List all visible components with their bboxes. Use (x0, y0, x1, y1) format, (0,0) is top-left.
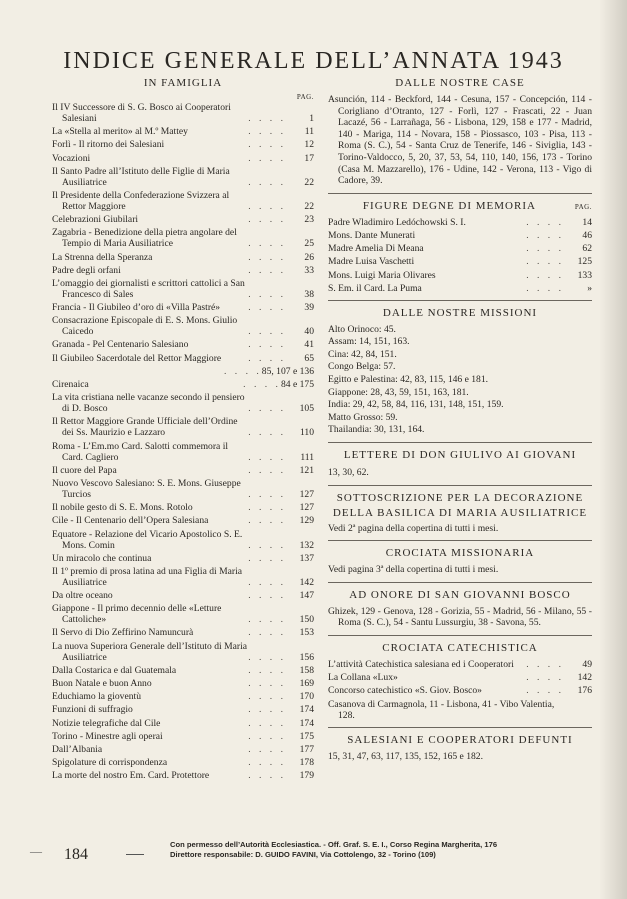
index-entry (52, 603, 314, 625)
section-heading-crociata-missionaria: CROCIATA MISSIONARIA (385, 547, 535, 560)
index-entry (52, 665, 314, 676)
leader-dots: . . . . (248, 251, 286, 263)
index-entry-title: Roma - L’Em.mo Card. Salotti commemora il Card. Cagliero (52, 440, 229, 463)
figure-entry (328, 230, 592, 241)
leader-dots: . . . . (248, 152, 286, 164)
figure-entry-page: 46 (582, 229, 592, 241)
pag-label: PAG. (296, 93, 314, 101)
index-entry-title: Funzioni di suffragio (52, 704, 133, 716)
index-entry-page: 129 (299, 515, 314, 527)
section-heading-defunti: SALESIANI E COOPERATORI DEFUNTI (347, 733, 573, 746)
leader-dots: . . . . (248, 126, 286, 138)
index-entry-page: 41 (304, 339, 314, 351)
index-entry-page: 17 (304, 152, 314, 164)
leader-dots: . . . . (526, 672, 564, 684)
index-entry-page: 174 (299, 704, 314, 716)
index-entry-page: 22 (304, 176, 314, 188)
index-entry-page: 179 (299, 770, 314, 782)
index-entry-title: Notizie telegrafiche dal Cile (52, 717, 161, 729)
index-entry-title: Da oltre oceano (52, 590, 113, 602)
index-entry-title: Torino - Minestre agli operai (52, 730, 163, 742)
figure-entry-page: 14 (582, 216, 592, 228)
leader-dots: . . . . (248, 339, 286, 351)
leader-dots: . . . . (248, 678, 286, 689)
index-entry (52, 641, 314, 663)
index-entry-title: Granada - Pel Centenario Salesiano (52, 339, 189, 351)
index-entry (52, 441, 314, 463)
index-entry-page: 40 (304, 326, 314, 338)
index-entry-page: 156 (299, 651, 314, 663)
figure-entry-title: Padre Wladimiro Ledóchowski S. I. (328, 216, 466, 228)
index-entry-page: 175 (299, 730, 314, 742)
index-entry (52, 718, 314, 729)
index-entry (52, 278, 314, 300)
page-title: INDICE GENERALE DELL’ANNATA 1943 (63, 48, 564, 75)
section-heading-onore: AD ONORE DI SAN GIOVANNI BOSCO (349, 588, 571, 601)
index-entry (52, 478, 314, 500)
index-entry-title: La morte del nostro Em. Card. Protettore (52, 770, 210, 782)
index-entry-title: Il nobile gesto di S. E. Mons. Rotolo (52, 502, 193, 514)
index-entry (52, 770, 314, 781)
footer-dash (126, 854, 144, 855)
mission-line: Alto Orinoco: 45. (328, 323, 396, 335)
leader-dots: . . . . (526, 269, 564, 281)
index-entry-title: Vocazioni (52, 152, 91, 164)
leader-dots: . . . . (248, 302, 286, 314)
index-entry (52, 126, 314, 137)
section-heading-sottoscrizione-2: DELLA BASILICA DI MARIA AUSILIATRICE (332, 506, 588, 519)
divider (328, 540, 592, 541)
index-entry (52, 339, 314, 350)
section-heading-sottoscrizione: SOTTOSCRIZIONE PER LA DECORAZIONE (336, 491, 584, 504)
leader-dots: . . . . (248, 770, 286, 782)
index-entry-title: Zagabria - Benedizione della pietra angolare del Tempio di Maria Ausiliatrice (52, 227, 237, 250)
index-entry-title: La vita cristiana nelle vacanze secondo il pensiero di D. Bosco (52, 392, 245, 415)
leader-dots: . . . . (526, 256, 564, 268)
index-entry (52, 139, 314, 150)
index-entry-page: 105 (299, 403, 314, 415)
right-column (328, 76, 592, 764)
index-entry-title: Forlì - Il ritorno dei Salesiani (52, 139, 165, 151)
leader-dots: . . . . (248, 552, 286, 564)
divider (328, 727, 592, 728)
case-list: Asunción, 114 - Beckford, 144 - Cesuna, 157 - Concepción, 114 - Corigliano d’Otranto, 127 - Forlì, 127 - Frascati, 22 - Juan Lacazé, 56 - Larrañaga, 56 - Lisbona, 129, 158 e 177 - Madrid, 140 - Mariga, 114 - Novara, 158 - Piossasco, 103 - Pisa, 113 - Roma (S. C.), 54 - Santa Cruz de Tenerife, 146 - Siviglia, 143 - Torino-Valdocco, 5, 20, 37, 53, 54, 110, 140, 156, 173 - Torino (Casa M. Mazzarello), 176 - Udine, 142 - Verona, 113 - Vigo di Cadore, 39. (328, 94, 592, 187)
catechistica-entry-page: 176 (577, 685, 592, 697)
index-entry-title: La Strenna della Speranza (52, 251, 153, 263)
figure-entry (328, 270, 592, 281)
leader-dots: . . . . (248, 576, 286, 588)
leader-dots: . . . . (248, 451, 286, 463)
index-entry-page: 178 (299, 757, 314, 769)
index-entry-title: Il Giubileo Sacerdotale del Rettor Maggiore (52, 352, 222, 364)
defunti-pages: 15, 31, 47, 63, 117, 135, 152, 165 e 182. (328, 750, 484, 762)
section-heading-lettere: LETTERE DI DON GIULIVO AI GIOVANI (343, 449, 577, 462)
divider (328, 635, 592, 636)
index-entry-title: Il Servo di Dio Zeffirino Namuncurà (52, 627, 194, 639)
leader-dots: . . . . (248, 730, 286, 742)
leader-dots: . . . . (248, 515, 286, 527)
index-entry-title: Francia - Il Giubileo d’oro di «Villa Pastré» (52, 302, 221, 314)
figure-entry-page: » (587, 282, 592, 294)
index-entry-page: 38 (304, 288, 314, 300)
index-entry-title: Un miracolo che continua (52, 552, 152, 564)
index-entry (52, 515, 314, 526)
index-entry-title: Consacrazione Episcopale di E. S. Mons. Giulio Caicedo (52, 315, 238, 338)
index-entry-title: La «Stella al merito» al M.º Mattey (52, 126, 188, 138)
mission-line: Assam: 14, 151, 163. (328, 336, 410, 348)
index-entry (52, 153, 314, 164)
figure-entry-page: 62 (582, 243, 592, 255)
leader-dots: . . . . (248, 176, 286, 188)
catechistica-entry-page: 142 (577, 672, 592, 684)
mission-line: Egitto e Palestina: 42, 83, 115, 146 e 181. (328, 374, 489, 386)
index-entry (52, 627, 314, 638)
leader-dots: . . . . (248, 326, 286, 338)
catechistica-entry (328, 672, 592, 683)
index-entry-page: 127 (299, 488, 314, 500)
index-entry-title: Dalla Costarica e dal Guatemala (52, 664, 177, 676)
index-entry (52, 553, 314, 564)
figure-entry (328, 243, 592, 254)
index-entry-title: Giappone - Il primo decennio delle «Letture Cattoliche» (52, 603, 222, 626)
index-entry-title: Padre degli orfani (52, 264, 121, 276)
index-entry-page: 158 (299, 664, 314, 676)
index-entry-page: 137 (299, 552, 314, 564)
index-entry-title: L’omaggio dei giornalisti e scrittori cattolici a San Francesco di Sales (52, 277, 245, 300)
index-entry-page: 111 (300, 451, 314, 463)
index-entry (52, 302, 314, 313)
catechistica-entry-title: Concorso catechistico «S. Giov. Bosco» (328, 685, 482, 697)
leader-dots: . . . . (248, 664, 286, 676)
divider (328, 193, 592, 194)
leader-dots: . . . . (248, 214, 286, 226)
index-entry-title: Il Presidente della Confederazione Svizzera al Rettor Maggiore (52, 189, 230, 212)
index-entry-page: 25 (304, 238, 314, 250)
index-entry (52, 678, 314, 689)
pag-label: PAG. (574, 202, 592, 211)
left-column (52, 76, 314, 784)
index-entry-page: 153 (299, 627, 314, 639)
index-entry-page: 23 (304, 214, 314, 226)
figure-entry (328, 256, 592, 267)
leader-dots: . . . . (248, 264, 286, 276)
index-entry-page: 121 (299, 464, 314, 476)
index-entry (52, 265, 314, 276)
index-entry (52, 190, 314, 212)
leader-dots: . . . . (248, 627, 286, 639)
colophon-line-1: Con permesso dell’Autorità Ecclesiastica. - Off. Graf. S. E. I., Corso Regina Margherita, 176 (170, 840, 498, 849)
leader-dots: . . . . (526, 243, 564, 255)
section-heading-crociata-catechistica: CROCIATA CATECHISTICA (382, 642, 538, 654)
figure-entry (328, 283, 592, 294)
index-entry-title: Cile - Il Centenario dell’Opera Salesiana (52, 515, 209, 527)
index-entry (52, 465, 314, 476)
leader-dots: . . . . (248, 539, 286, 551)
figure-entry-title: Madre Luisa Vaschetti (328, 256, 415, 268)
index-entry-page: 65 (304, 352, 314, 364)
catechistica-entry-title: La Collana «Lux» (328, 672, 398, 684)
leader-dots: . . . . (248, 651, 286, 663)
mission-line: Congo Belga: 57. (328, 361, 396, 373)
index-entry-title: Il IV Successore di S. G. Bosco ai Cooperatori Salesiani (52, 102, 231, 124)
index-entry-page: 39 (304, 302, 314, 314)
leader-dots: . . . . (248, 691, 286, 703)
index-entry-page: 11 (304, 126, 314, 138)
index-entry-page: 147 (299, 590, 314, 602)
figure-entry-page: 125 (577, 256, 592, 268)
leader-dots: . . . . (248, 200, 286, 212)
index-entry-page: 132 (299, 539, 314, 551)
index-entry-title: Celebrazioni Giubilari (52, 214, 139, 226)
index-entry-page: 26 (304, 251, 314, 263)
index-entry-title: Il Santo Padre all’Istituto delle Figlie di Maria Ausiliatrice (52, 165, 230, 188)
index-entry (52, 691, 314, 702)
catechistica-entry-title: Casanova di Carmagnola, 11 - Lisbona, 41 - Vibo Valentia, 128. (328, 698, 555, 721)
divider (328, 582, 592, 583)
mission-line: Cina: 42, 84, 151. (328, 348, 397, 360)
index-entry-page: 127 (299, 502, 314, 514)
page-edge-shadow (599, 0, 627, 899)
index-entry-title: Dall’Albania (52, 743, 103, 755)
index-entry (52, 757, 314, 768)
index-entry (52, 416, 314, 438)
leader-dots: . . . . (248, 288, 286, 300)
index-entry-title: Il 1º premio di prosa latina ad una Figlia di Maria Ausiliatrice (52, 565, 243, 588)
index-entry-page: 150 (299, 614, 314, 626)
section-heading-figure: FIGURE DEGNE DI MEMORIA (362, 199, 536, 212)
section-heading-famiglia: IN FAMIGLIA (143, 77, 223, 89)
index-entry-title: Equatore - Relazione del Vicario Apostolico S. E. Mons. Comin (52, 528, 243, 551)
index-entry (52, 102, 314, 124)
leader-dots: . . . . (248, 113, 286, 124)
index-entry (52, 227, 314, 249)
leader-dots: . . . . (243, 379, 281, 390)
figure-entry-page: 133 (577, 269, 592, 281)
leader-dots: . . . . (223, 365, 262, 377)
leader-dots: . . . . (248, 488, 286, 500)
missioni-list (328, 324, 592, 436)
index-entry-page: 177 (299, 743, 314, 755)
index-entry-title: Cirenaica (52, 379, 89, 390)
leader-dots: . . . . (248, 139, 286, 151)
index-entry (52, 529, 314, 551)
mission-line: India: 29, 42, 58, 84, 116, 131, 148, 151, 159. (328, 399, 504, 411)
section-heading-case: DALLE NOSTRE CASE (395, 77, 525, 89)
catechistica-entry (328, 685, 592, 696)
index-entry-title: Spigolature di corrispondenza (52, 757, 168, 769)
leader-dots: . . . . (526, 282, 564, 294)
figure-heading-row (328, 199, 592, 214)
leader-dots: . . . . (248, 590, 286, 602)
leader-dots: . . . . (248, 743, 286, 755)
footer-dash: — (30, 844, 42, 858)
mission-line: Matto Grosso: 59. (328, 411, 398, 423)
index-entry (52, 704, 314, 715)
lettere-pages: 13, 30, 62. (328, 467, 369, 479)
index-entry (52, 166, 314, 188)
figure-list (328, 217, 592, 294)
index-entry-page: 110 (299, 427, 314, 439)
leader-dots: . . . . (248, 717, 286, 729)
index-entry-title: Il cuore del Papa (52, 464, 117, 476)
index-entry (52, 315, 314, 337)
leader-dots: . . . . (248, 403, 286, 415)
catechistica-entry-title: L’attività Catechistica salesiana ed i Cooperatori (328, 659, 514, 670)
index-entry-title: Il Rettor Maggiore Grande Ufficiale dell’Ordine dei Ss. Maurizio e Lazzaro (52, 416, 238, 439)
section-heading-missioni: DALLE NOSTRE MISSIONI (382, 306, 538, 319)
catechistica-entry (328, 659, 592, 670)
leader-dots: . . . . (526, 229, 564, 241)
leader-dots: . . . . (526, 659, 564, 670)
divider (328, 485, 592, 486)
figure-entry (328, 217, 592, 228)
page-number: 184 (64, 846, 88, 863)
index-entry-page: 169 (299, 678, 314, 689)
index-entry (52, 731, 314, 742)
leader-dots: . . . . (248, 352, 286, 364)
leader-dots: . . . . (248, 704, 286, 716)
index-entry (52, 392, 314, 414)
figure-entry-title: S. Em. il Card. La Puma (328, 282, 422, 294)
leader-dots: . . . . (526, 685, 564, 697)
famiglia-list (52, 102, 314, 781)
leader-dots: . . . . (248, 757, 286, 769)
leader-dots: . . . . (248, 464, 286, 476)
leader-dots: . . . . (248, 614, 286, 626)
leader-dots: . . . . (526, 216, 564, 228)
index-entry-page: 12 (304, 139, 314, 151)
index-entry (52, 502, 314, 513)
sottoscrizione-note: Vedi 2ª pagina della copertina di tutti i mesi. (328, 522, 499, 534)
leader-dots: . . . . (248, 427, 286, 439)
colophon-line-2: Direttore responsabile: D. GUIDO FAVINI, Via Cottolengo, 32 - Torino (109) (170, 850, 436, 859)
leader-dots: . . . . (248, 502, 286, 514)
index-entry-page: 1 (309, 113, 314, 124)
index-entry-page: 84 e 175 (280, 379, 314, 390)
mission-line: Thailandia: 30, 131, 164. (328, 424, 425, 436)
index-entry-page: 33 (304, 264, 314, 276)
index-entry-title: La nuova Superiora Generale dell’Istituto di Maria Ausiliatrice (52, 640, 248, 663)
catechistica-entry-page: 49 (582, 659, 592, 670)
colophon (170, 840, 592, 860)
index-entry-title: Nuovo Vescovo Salesiano: S. E. Mons. Giuseppe Turcios (52, 477, 241, 500)
index-entry (52, 590, 314, 601)
index-entry-page: 174 (299, 717, 314, 729)
index-entry (52, 252, 314, 263)
figure-entry-title: Madre Amelia Di Meana (328, 243, 424, 255)
index-entry (52, 379, 314, 390)
index-entry (52, 366, 314, 377)
figure-entry-title: Mons. Luigi Maria Olivares (328, 269, 436, 281)
index-entry (52, 566, 314, 588)
index-entry-title: Buon Natale e buon Anno (52, 678, 152, 689)
index-entry-page: 22 (304, 200, 314, 212)
onore-list: Ghizek, 129 - Genova, 128 - Gorizia, 55 - Madrid, 56 - Milano, 55 - Roma (S. C.), 54 - Santu Lussurgiu, 38 - Savona, 55. (328, 605, 592, 629)
index-entry-page: 85, 107 e 136 (261, 365, 314, 377)
index-entry (52, 744, 314, 755)
figure-entry-title: Mons. Dante Munerati (328, 229, 416, 241)
catechistica-entry (328, 699, 592, 721)
index-entry-page: 142 (299, 576, 314, 588)
leader-dots: . . . . (248, 238, 286, 250)
divider (328, 300, 592, 301)
index-entry (52, 353, 314, 364)
crociata-note: Vedi pagina 3ª della copertina di tutti i mesi. (328, 564, 499, 576)
index-entry-page: 170 (299, 691, 314, 703)
index-entry-title: Educhiamo la gioventù (52, 691, 141, 703)
mission-line: Giappone: 28, 43, 59, 151, 163, 181. (328, 386, 469, 398)
index-entry (52, 214, 314, 225)
divider (328, 442, 592, 443)
catechistica-list (328, 659, 592, 721)
